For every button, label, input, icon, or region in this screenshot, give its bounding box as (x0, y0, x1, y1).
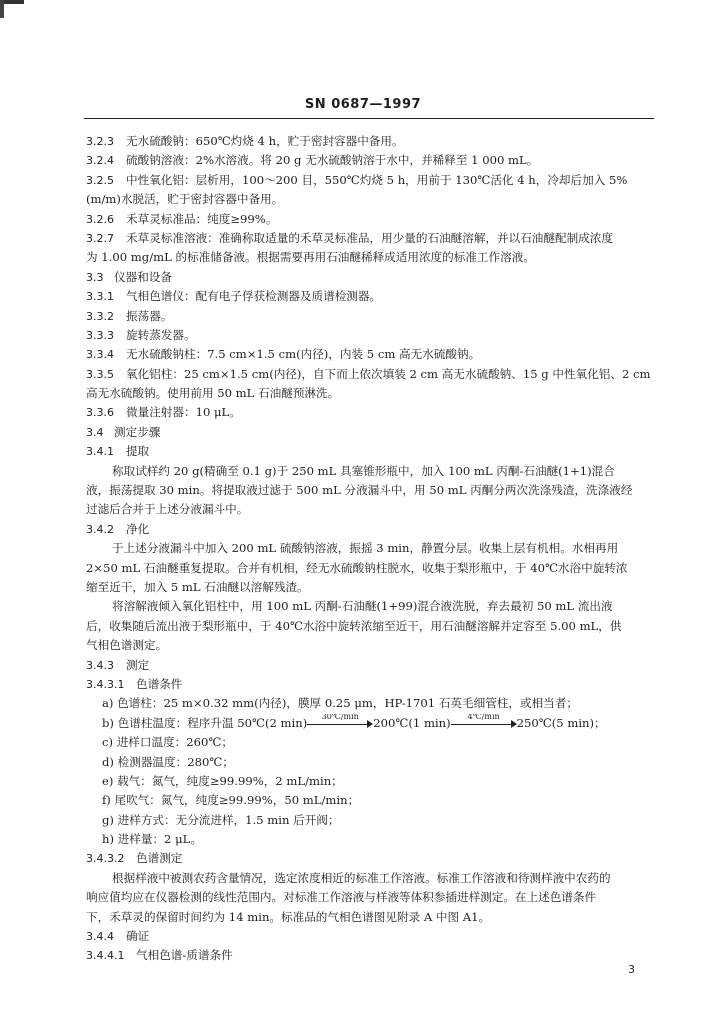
line-text: c) 进样口温度：260℃； (102, 735, 233, 750)
section-line (86, 132, 654, 151)
section-line (86, 656, 654, 675)
arrow-head-icon (367, 720, 373, 728)
line-text: 气相色谱-质谱条件 (136, 948, 233, 963)
section-number: 3.2.6 (86, 212, 114, 226)
section-line (86, 229, 654, 248)
line-text: 无水硫酸钠：650℃灼烧 4 h，贮于密封容器中备用。 (126, 134, 404, 148)
section-number: 3.4.4 (86, 930, 114, 944)
line-text: 将溶解液倾入氧化铝柱中，用 100 mL 丙酮-石油醚(1+99)混合液洗脱，弃去最初 50 mL 流出液 (112, 599, 613, 614)
section-number: 3.3.6 (86, 406, 114, 420)
paragraph-line (86, 617, 654, 636)
section-number: 3.4.3 (86, 658, 114, 672)
list-item (86, 753, 654, 772)
section-line (86, 307, 654, 326)
section-number: 3.2.7 (86, 231, 114, 245)
section-number: 3.4.4.1 (86, 949, 125, 963)
line-text: 为 1.00 mg/mL 的标准储备液。根据需要再用石油醚稀释成适用浓度的标准工作溶液。 (86, 250, 535, 265)
line-text: a) 色谱柱：25 m×0.32 mm(内径)，膜厚 0.25 μm，HP-1701 石英毛细管柱，或相当者； (102, 696, 578, 711)
line-text: h) 进样量：2 μL。 (102, 832, 202, 847)
paragraph-line (86, 539, 654, 558)
temp-program-mid: 200℃(1 min) (373, 715, 451, 730)
line-text: 确证 (126, 929, 150, 944)
paragraph-line (86, 888, 654, 907)
section-line (86, 675, 654, 694)
paragraph-line (86, 597, 654, 616)
section-line (86, 442, 654, 461)
line-text: 氧化铝柱：25 cm×1.5 cm(内径)，自下而上依次填装 2 cm 高无水硫酸钠、15 g 中性氧化铝、2 cm (126, 366, 651, 381)
list-item (86, 772, 654, 791)
section-number: 3.3.4 (86, 348, 114, 362)
section-line (86, 171, 654, 190)
line-text: 气相色谱仪：配有电子俘获检测器及质谱检测器。 (126, 289, 382, 304)
list-item (86, 811, 654, 830)
line-text: d) 检测器温度：280℃； (102, 754, 234, 769)
document-body (86, 132, 654, 966)
line-text: 后，收集随后流出液于梨形瓶中，于 40℃水浴中旋转浓缩至近干，用石油醚溶解并定容至 5.00 mL，供 (86, 618, 622, 633)
section-line (86, 210, 654, 229)
section-line (86, 326, 654, 345)
list-item (86, 694, 654, 713)
section-number: 3.4.3.1 (86, 677, 125, 691)
header-rule (84, 118, 654, 119)
paragraph-line (86, 481, 654, 500)
temp-program-prefix: b) 色谱柱温度：程序升温 50℃(2 min) (102, 715, 308, 730)
line-text: 硫酸钠溶液：2%水溶液。将 20 g 无水硫酸钠溶于水中，并稀释至 1 000 mL。 (126, 153, 539, 168)
line-text: 气相色谱测定。 (86, 638, 168, 653)
line-text: 中性氧化铝：层析用，100～200 目，550℃灼烧 5 h，用前于 130℃活化 4 h，冷却后加入 5% (126, 172, 628, 187)
line-text: g) 进样方式：无分流进样，1.5 min 后开阀； (102, 812, 340, 827)
section-line (86, 365, 654, 384)
section-line (86, 927, 654, 946)
section-number: 3.3 (86, 270, 104, 284)
temp-program-end: 250℃(5 min)； (516, 715, 606, 730)
section-number: 3.2.4 (86, 154, 114, 168)
section-line (86, 403, 654, 422)
line-text: 仪器和设备 (114, 269, 172, 284)
line-text: 旋转蒸发器。 (126, 327, 196, 342)
section-number: 3.3.2 (86, 309, 114, 323)
heating-rate-arrow (451, 714, 517, 733)
paragraph-line (86, 578, 654, 597)
paragraph-line (86, 248, 654, 267)
line-text: 色谱测定 (136, 851, 183, 866)
paragraph-line (86, 384, 654, 403)
arrow-shaft (307, 724, 369, 725)
standard-code-header: SN 0687—1997 (304, 97, 422, 112)
section-line (86, 946, 654, 965)
heating-rate-label: 30℃/min (321, 713, 359, 722)
section-line (86, 268, 654, 287)
scan-edge-mark-vertical (0, 0, 4, 18)
paragraph-line (86, 908, 654, 927)
line-text: 测定步骤 (114, 424, 161, 439)
section-number: 3.2.5 (86, 173, 114, 187)
line-text: 振荡器。 (126, 308, 173, 323)
line-text: 测定 (126, 657, 150, 672)
section-line (86, 345, 654, 364)
arrow-shaft (451, 724, 513, 725)
line-text: 下，禾草灵的保留时间约为 14 min。标准品的气相色谱图见附录 A 中图 A1。 (86, 909, 491, 924)
section-line (86, 849, 654, 868)
paragraph-line (86, 500, 654, 519)
paragraph-line (86, 636, 654, 655)
line-text: e) 载气：氮气，纯度≥99.99%，2 mL/min； (102, 773, 343, 788)
heating-rate-arrow (307, 714, 373, 733)
line-text: 过滤后合并于上述分液漏斗中。 (86, 502, 249, 517)
paragraph-line (86, 190, 654, 209)
section-number: 3.4 (86, 425, 104, 439)
heating-rate-label: 4℃/min (467, 713, 500, 722)
section-number: 3.3.1 (86, 290, 114, 304)
line-text: 2×50 mL 石油醚重复提取。合并有机相，经无水硫酸钠柱脱水，收集于梨形瓶中，于 40℃水浴中旋转浓 (86, 560, 628, 575)
line-text: 称取试样约 20 g(精确至 0.1 g)于 250 mL 具塞锥形瓶中，加入 100 mL 丙酮-石油醚(1+1)混合 (112, 463, 615, 478)
line-text: 禾草灵标准品：纯度≥99%。 (126, 211, 278, 226)
paragraph-line (86, 869, 654, 888)
line-text: 禾草灵标准溶液：准确称取适量的禾草灵标准品，用少量的石油醚溶解，并以石油醚配制成浓度 (126, 230, 613, 245)
line-text: (m/m)水脱活，贮于密封容器中备用。 (86, 192, 284, 207)
list-item (86, 733, 654, 752)
section-number: 3.4.3.2 (86, 852, 125, 866)
section-line (86, 287, 654, 306)
paragraph-line (86, 462, 654, 481)
page-number: 3 (628, 963, 635, 976)
list-item (86, 830, 654, 849)
paragraph-line (86, 559, 654, 578)
section-number: 3.4.2 (86, 522, 114, 536)
line-text: 缩至近干，加入 5 mL 石油醚以溶解残渣。 (86, 579, 309, 594)
line-text: 于上述分液漏斗中加入 200 mL 硫酸钠溶液，振摇 3 min，静置分层。收集上层有机相。水相再用 (112, 541, 619, 556)
list-item (86, 791, 654, 810)
line-text: f) 尾吹气：氮气，纯度≥99.99%，50 mL/min； (102, 793, 360, 808)
section-number: 3.3.5 (86, 367, 114, 381)
section-line (86, 423, 654, 442)
line-text: 净化 (126, 521, 150, 536)
arrow-head-icon (511, 720, 517, 728)
section-number: 3.3.3 (86, 328, 114, 342)
line-text: 微量注射器：10 μL。 (126, 405, 241, 420)
section-line (86, 520, 654, 539)
line-text: 提取 (126, 444, 150, 459)
line-text: 色谱条件 (136, 676, 183, 691)
line-text: 高无水硫酸钠。使用前用 50 mL 石油醚预淋洗。 (86, 386, 340, 401)
line-text: 液，振荡提取 30 min。将提取液过滤于 500 mL 分液漏斗中，用 50 mL 丙酮分两次洗涤残渣，洗涤液经 (86, 483, 633, 498)
line-text: 无水硫酸钠柱：7.5 cm×1.5 cm(内径)，内装 5 cm 高无水硫酸钠。 (126, 347, 481, 362)
section-line (86, 151, 654, 170)
line-text: 响应值均应在仪器检测的线性范围内。对标准工作溶液与样液等体积参插进样测定。在上述色谱条件 (86, 890, 597, 905)
section-number: 3.4.1 (86, 445, 114, 459)
list-item (86, 714, 654, 733)
section-number: 3.2.3 (86, 135, 114, 148)
line-text: 根据样液中被测农药含量情况，选定浓度相近的标准工作溶液。标准工作溶液和待测样液中农药的 (112, 870, 611, 885)
